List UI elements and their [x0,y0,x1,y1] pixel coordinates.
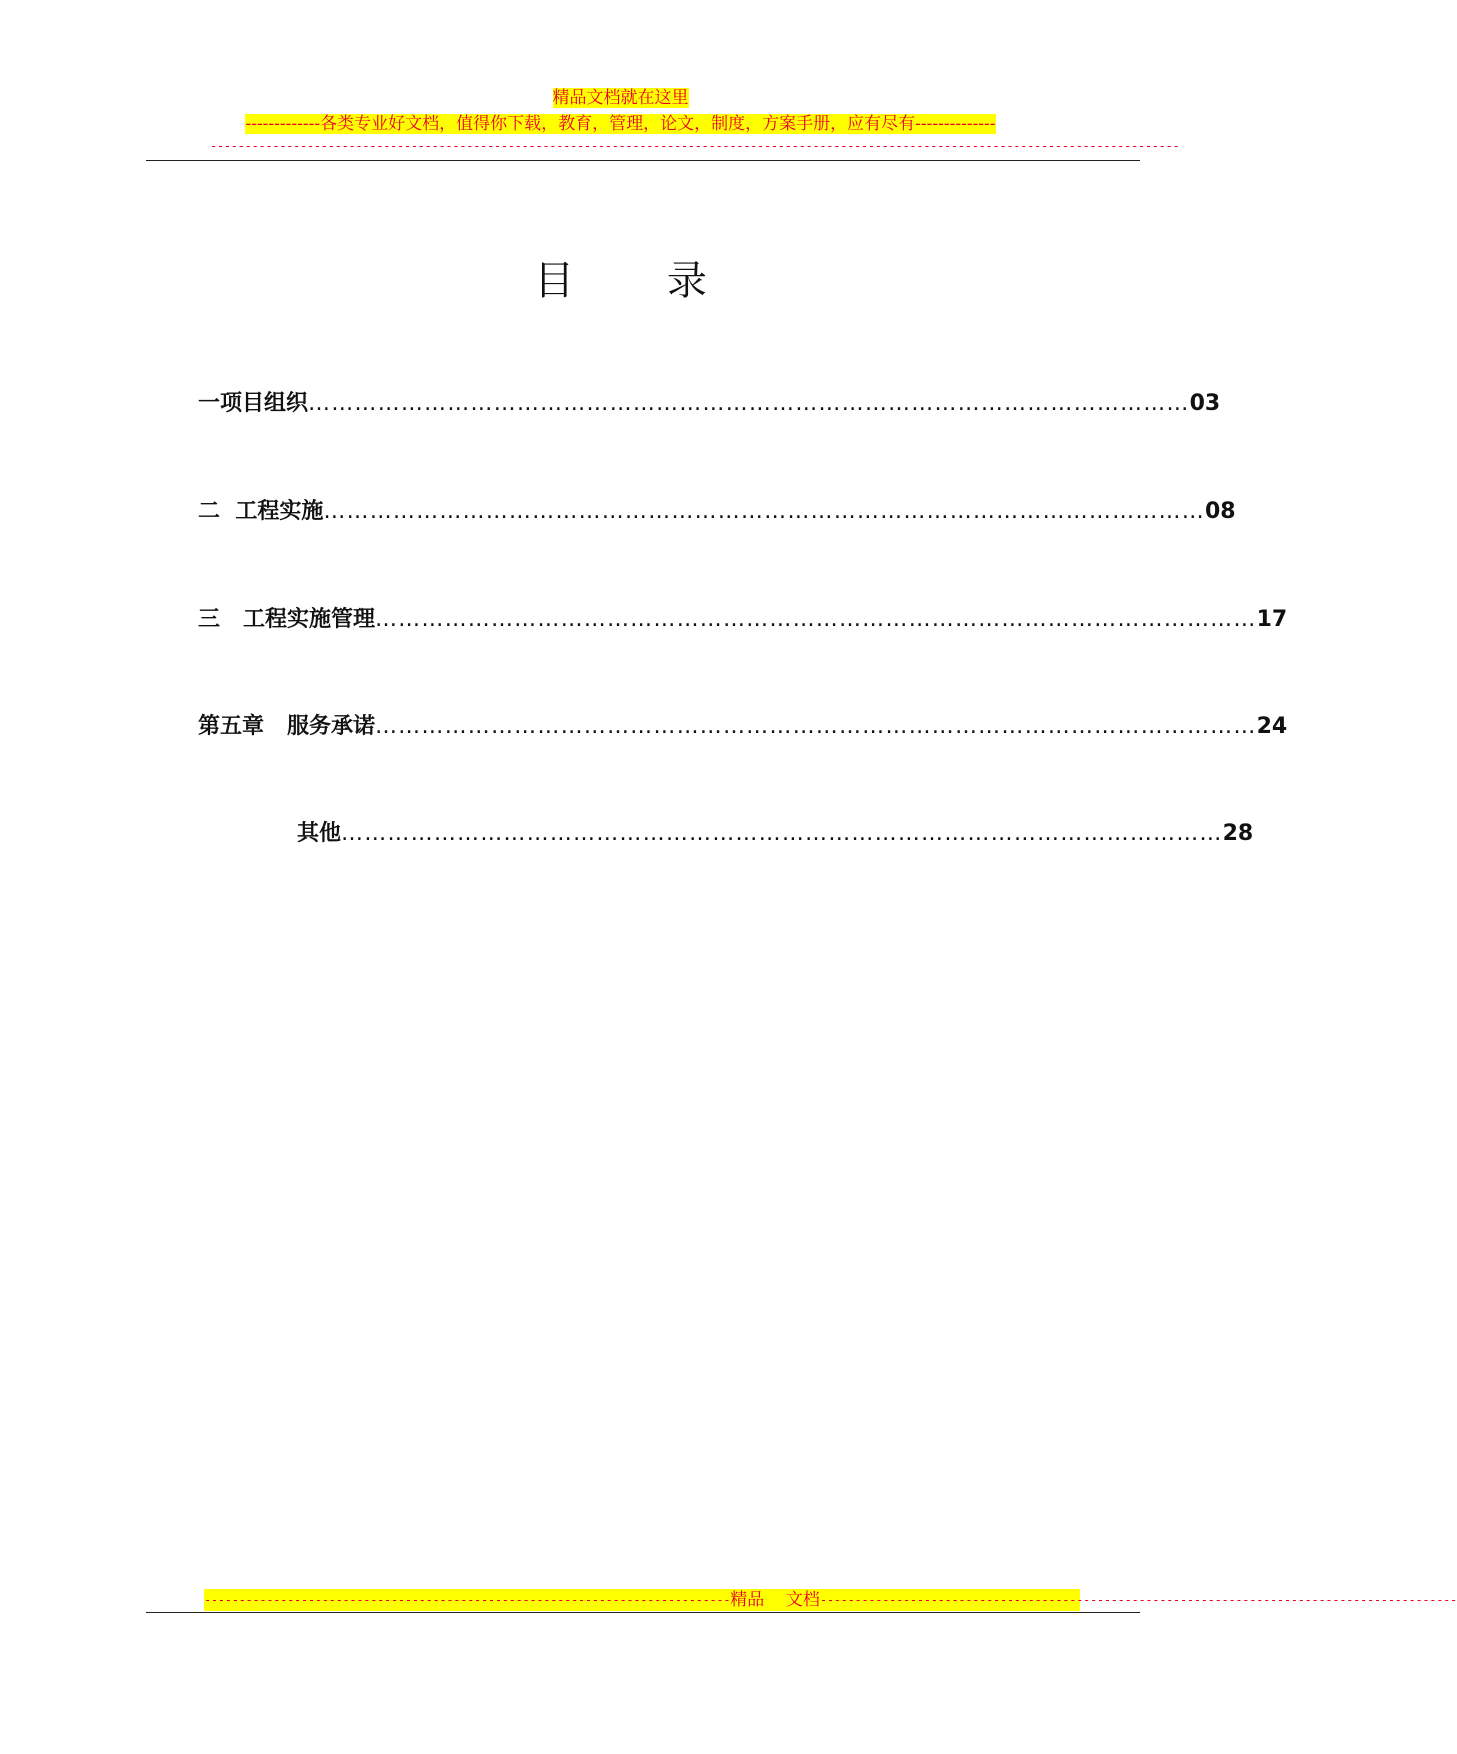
toc-entry[interactable] [198,713,1288,741]
toc-entry-leader: …………………………………………………………………………………………………… [341,821,1223,846]
footer-dashes-right: -------------------------------------------------------------------------------------------- [819,1593,1457,1607]
toc-entry-label: 第五章 服务承诺 [198,714,375,739]
toc-entry-label: 二 工程实施 [198,499,324,524]
toc-entry[interactable] [198,606,1288,634]
footer-banner-text: 精品 文档 [730,1590,820,1610]
header-dash-line: -------------------------------------------------------------------------------------------------------------------------------------------- [210,139,1180,153]
header-banner-title [0,87,1241,109]
header-banner-subtitle-text: -------------各类专业好文档，值得你下载，教育，管理，论文，制度，方案手册，应有尽有-------------- [245,114,996,134]
footer-rule [146,1612,1140,1613]
toc-entry-page: 24 [1256,714,1288,739]
toc-entry-leader: …………………………………………………………………………………………………… [374,714,1257,739]
toc-entry-label: 三 工程实施管理 [198,607,375,632]
header-rule [146,160,1140,161]
toc-entry-leader: …………………………………………………………………………………………………… [308,391,1190,416]
toc-entry-page: 28 [1222,821,1254,846]
toc-entry-page: 03 [1189,391,1221,416]
footer-dashes-left: ---------------------------------------------------------------------------- [204,1593,731,1607]
header-banner-title-text: 精品文档就在这里 [552,88,689,108]
toc-entry[interactable] [198,498,1236,526]
toc-entry-page: 17 [1256,607,1288,632]
toc-entry-page: 08 [1204,499,1236,524]
toc-entry[interactable] [198,390,1221,418]
toc-entry[interactable] [297,820,1254,848]
footer-banner [204,1589,1457,1611]
toc-entry-leader: …………………………………………………………………………………………………… [323,499,1205,524]
toc-entry-label: 一项目组织 [198,391,309,416]
toc-entry-label: 其他 [297,821,342,846]
header-banner-subtitle [0,113,1241,135]
toc-title: 目 录 [534,258,747,304]
toc-entry-leader: …………………………………………………………………………………………………… [374,607,1257,632]
